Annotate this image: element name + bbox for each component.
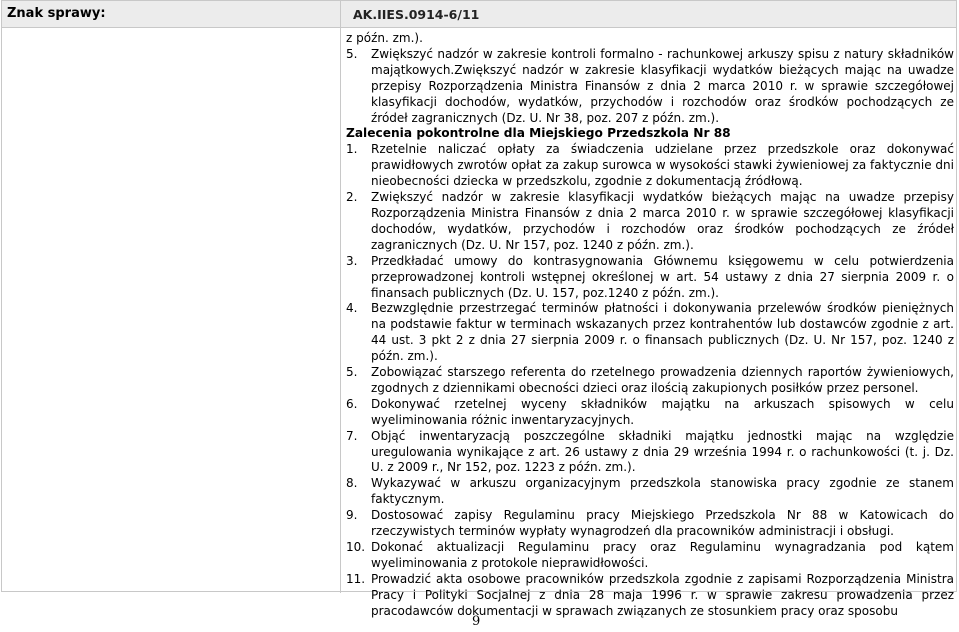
header-row [2, 1, 956, 28]
item-text: Dokonywać rzetelnej wyceny składników majątku na arkuszach spisowych w celu wyeliminowania różnic inwentaryzacyjnych. [371, 396, 954, 427]
list-item [346, 365, 954, 397]
item-text: Objąć inwentaryzacją poszczególne składniki majątku jednostki mając na względzie uregulowania wynikające z art. 26 ustawy z dnia 29 września 1994 r. o rachunkowości (t. j. Dz. U. z 2009 r., Nr 152, poz. 1223 z późn. zm.). [371, 428, 954, 475]
item-number: 10. [346, 540, 366, 554]
list-item [346, 190, 954, 254]
item-number: 5. [346, 46, 358, 61]
item-text: Zwiększyć nadzór w zakresie kontroli formalno - rachunkowej arkuszy spisu z natury składników majątkowych.Zwiększyć nadzór w zakresie klasyfikacji wydatków bieżących mając na uwadze przepisy Rozporządzenia Ministra Finansów z dnia 2 marca 2010 r. w sprawie szczegółowej klasyfikacji dochodów, wydatków, przychodów i rozchodów oraz środków pochodzących ze źródeł zagranicznych (Dz. U. Nr 38, poz. 207 z późn. zm.). [371, 46, 954, 125]
document-body [346, 31, 954, 620]
list-item [346, 47, 954, 127]
list-item [346, 572, 954, 620]
item-text: Wykazywać w arkuszu organizacyjnym przedszkola stanowiska pracy zgodnie ze stanem faktycznym. [371, 476, 954, 507]
item-number: 3. [346, 253, 358, 268]
list-item [346, 429, 954, 477]
list-item [346, 301, 954, 365]
item-number: 6. [346, 396, 358, 411]
item-number: 5. [346, 365, 358, 380]
item-text: Zwiększyć nadzór w zakresie klasyfikacji wydatków bieżących mając na uwadze przepisy Rozporządzenia Ministra Finansów z dnia 2 marca 2010 r. w sprawie szczegółowej klasyfikacji dochodów, wydatków, przychodów i rozchodów oraz środków pochodzących ze źródeł zagranicznych (Dz. U. Nr 157, poz. 1240 z późn. zm.). [371, 190, 954, 252]
item-text: Zobowiązać starszego referenta do rzetelnego prowadzenia dziennych raportów żywieniowych, zgodnych z dziennikami obecności dzieci oraz ilością zakupionych posiłków przez personel. [371, 365, 954, 395]
case-number-value: AK.IIES.0914-6/11 [353, 7, 480, 22]
item-number: 4. [346, 301, 358, 316]
item-number: 11. [346, 571, 366, 586]
item-text: Dokonać aktualizacji Regulaminu pracy oraz Regulaminu wynagradzania pod kątem wyeliminowania z protokole nieprawidłowości. [371, 540, 954, 570]
list-item [346, 254, 954, 302]
list-item [346, 142, 954, 190]
item-text: Bezwzględnie przestrzegać terminów płatności i dokonywania przelewów środków pieniężnych na podstawie faktur w terminach wskazanych przez kontrahentów lub dostawców zgodnie z art. 44 ust. 3 pkt 2 z dnia 27 sierpnia 2009 r. o finansach publicznych (Dz. U. Nr 157, poz. 1240 z późn. zm.). [371, 301, 954, 364]
case-number-label: Znak sprawy: [7, 6, 106, 21]
list-item [346, 508, 954, 540]
list-item [346, 476, 954, 508]
item-number: 8. [346, 476, 358, 491]
list-item [346, 397, 954, 429]
section-heading: Zalecenia pokontrolne dla Miejskiego Przedszkola Nr 88 [346, 126, 731, 141]
item-text: Prowadzić akta osobowe pracowników przedszkola zgodnie z zapisami Rozporządzenia Ministra Pracy i Polityki Socjalnej z dnia 28 maja 1996 r. w sprawie zakresu prowadzenia przez pracodawców dokumentacji w sprawach związanych ze stosunkiem pracy oraz sposobu [371, 571, 954, 618]
item-text: Rzetelnie naliczać opłaty za świadczenia udzielane przez przedszkole oraz dokonywać prawidłowych zwrotów opłat za zakup surowca w wysokości stawki żywieniowej za faktycznie dni nieobecności dziecka w przedszkolu, zgodnie z dokumentacją źródłową. [371, 142, 954, 189]
item-number: 2. [346, 190, 358, 205]
item-number: 9. [346, 508, 358, 523]
page-number: 9 [472, 614, 481, 629]
list-item [346, 540, 954, 572]
item-text: Przedkładać umowy do kontrasygnowania Głównemu księgowemu w celu potwierdzenia przeprowadzonej kontroli wstępnej określonej w art. 54 ustawy z dnia 27 sierpnia 2009 r. o finansach publicznych (Dz. U. 157, poz.1240 z późn. zm.). [371, 253, 954, 300]
table-frame [1, 0, 957, 618]
item-number: 7. [346, 428, 358, 443]
item-text: Dostosować zapisy Regulaminu pracy Miejskiego Przedszkola Nr 88 w Katowicach do rzeczywistych terminów wypłaty wynagrodzeń dla pracowników administracji i obsługi. [371, 508, 954, 539]
column-divider [340, 1, 341, 593]
carry-over-line: z późn. zm.). [346, 31, 423, 45]
item-number: 1. [346, 142, 358, 157]
